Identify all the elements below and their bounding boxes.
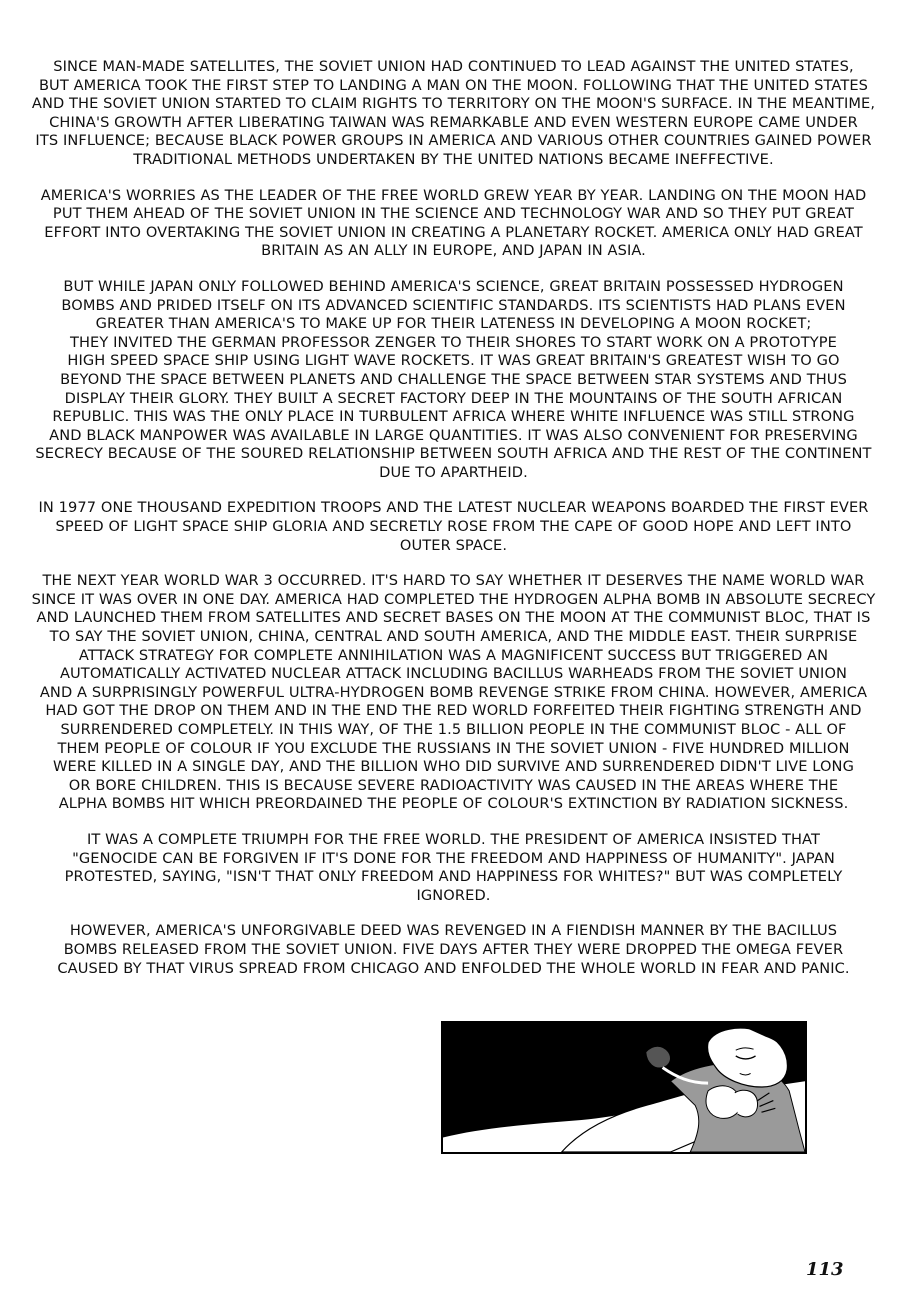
text-line: EFFORT INTO OVERTAKING THE SOVIET UNION IN CREATING A PLANETARY ROCKET. AMERICA ONLY HAD GREAT <box>44 223 863 241</box>
text-line: AUTOMATICALLY ACTIVATED NUCLEAR ATTACK INCLUDING BACILLUS WARHEADS FROM THE SOVIET UNION <box>59 665 848 683</box>
paragraph-4 <box>18 499 889 555</box>
text-line: ATTACK STRATEGY FOR COMPLETE ANNIHILATION WAS A MAGNIFICENT SUCCESS BUT TRIGGERED AN <box>78 646 829 664</box>
text-line: ITS INFLUENCE; BECAUSE BLACK POWER GROUPS IN AMERICA AND VARIOUS OTHER COUNTRIES GAINED POWER <box>35 132 872 150</box>
text-line: AMERICA'S WORRIES AS THE LEADER OF THE FREE WORLD GREW YEAR BY YEAR. LANDING ON THE MOON HAD <box>40 186 867 204</box>
text-line: HAD GOT THE DROP ON THEM AND IN THE END THE RED WORLD FORFEITED THEIR FIGHTING STRENGTH AND <box>45 702 862 720</box>
text-line: SINCE IT WAS OVER IN ONE DAY. AMERICA HAD COMPLETED THE HYDROGEN ALPHA BOMB IN ABSOLUTE SECRECY <box>31 590 876 608</box>
paragraph-2 <box>18 187 889 261</box>
text-line: TO SAY THE SOVIET UNION, CHINA, CENTRAL AND SOUTH AMERICA, AND THE MIDDLE EAST. THEIR SURPRISE <box>49 628 858 646</box>
text-line: BRITAIN AS AN ALLY IN EUROPE, AND JAPAN IN ASIA. <box>261 242 646 260</box>
paragraph-5 <box>18 572 889 814</box>
text-line: AND BLACK MANPOWER WAS AVAILABLE IN LARGE QUANTITIES. IT WAS ALSO CONVENIENT FOR PRESERVING <box>49 426 858 444</box>
narration-text <box>18 58 889 995</box>
text-line: BUT WHILE JAPAN ONLY FOLLOWED BEHIND AMERICA'S SCIENCE, GREAT BRITAIN POSSESSED HYDROGEN <box>63 277 844 295</box>
reclining-woman-illustration <box>443 1023 805 1152</box>
paragraph-7 <box>18 922 889 978</box>
text-line: OUTER SPACE. <box>399 536 508 554</box>
text-line: SECRECY BECAUSE OF THE SOURED RELATIONSHIP BETWEEN SOUTH AFRICA AND THE REST OF THE CONTINENT <box>35 445 872 463</box>
text-line: TRADITIONAL METHODS UNDERTAKEN BY THE UNITED NATIONS BECAME INEFFECTIVE. <box>133 150 774 168</box>
text-line: "GENOCIDE CAN BE FORGIVEN IF IT'S DONE FOR THE FREEDOM AND HAPPINESS OF HUMANITY". JAPAN <box>72 849 835 867</box>
text-line: CHINA'S GROWTH AFTER LIBERATING TAIWAN WAS REMARKABLE AND EVEN WESTERN EUROPE CAME UNDER <box>49 113 858 131</box>
text-line: BOMBS AND PRIDED ITSELF ON ITS ADVANCED SCIENTIFIC STANDARDS. ITS SCIENTISTS HAD PLANS EVEN <box>61 296 846 314</box>
text-line: SPEED OF LIGHT SPACE SHIP GLORIA AND SECRETLY ROSE FROM THE CAPE OF GOOD HOPE AND LEFT INTO <box>55 518 852 536</box>
paragraph-1 <box>18 58 889 170</box>
text-line: SINCE MAN-MADE SATELLITES, THE SOVIET UNION HAD CONTINUED TO LEAD AGAINST THE UNITED STATES, <box>53 58 854 75</box>
text-line: PUT THEM AHEAD OF THE SOVIET UNION IN THE SCIENCE AND TECHNOLOGY WAR AND SO THEY PUT GREAT <box>52 205 855 223</box>
text-line: SURRENDERED COMPLETELY. IN THIS WAY, OF THE 1.5 BILLION PEOPLE IN THE COMMUNIST BLOC - ALL OF <box>60 721 847 738</box>
text-line: IN 1977 ONE THOUSAND EXPEDITION TROOPS AND THE LATEST NUCLEAR WEAPONS BOARDED THE FIRST EVER <box>38 499 869 517</box>
text-line: CAUSED BY THAT VIRUS SPREAD FROM CHICAGO AND ENFOLDED THE WHOLE WORLD IN FEAR AND PANIC. <box>57 959 850 977</box>
text-line: THEM PEOPLE OF COLOUR IF YOU EXCLUDE THE RUSSIANS IN THE SOVIET UNION - FIVE HUNDRED MILLION <box>57 739 850 757</box>
text-line: REPUBLIC. THIS WAS THE ONLY PLACE IN TURBULENT AFRICA WHERE WHITE INFLUENCE WAS STILL STRONG <box>52 408 855 426</box>
text-line: AND A SURPRISINGLY POWERFUL ULTRA-HYDROGEN BOMB REVENGE STRIKE FROM CHINA. HOWEVER, AMERICA <box>39 683 868 701</box>
text-line: HOWEVER, AMERICA'S UNFORGIVABLE DEED WAS REVENGED IN A FIENDISH MANNER BY THE BACILLUS <box>69 922 838 940</box>
text-line: IT WAS A COMPLETE TRIUMPH FOR THE FREE WORLD. THE PRESIDENT OF AMERICA INSISTED THAT <box>86 830 821 848</box>
text-line: DISPLAY THEIR GLORY. THEY BUILT A SECRET FACTORY DEEP IN THE MOUNTAINS OF THE SOUTH AFRICAN <box>64 389 843 407</box>
text-line: DUE TO APARTHEID. <box>379 463 528 481</box>
paragraph-3 <box>18 278 889 483</box>
text-line: IGNORED. <box>416 886 491 904</box>
text-line: OR BORE CHILDREN. THIS IS BECAUSE SEVERE RADIOACTIVITY WAS CAUSED IN THE AREAS WHERE THE <box>68 776 839 794</box>
paragraph-6 <box>18 831 889 905</box>
text-line: BUT AMERICA TOOK THE FIRST STEP TO LANDING A MAN ON THE MOON. FOLLOWING THAT THE UNITED STATES <box>38 76 869 94</box>
text-line: THEY INVITED THE GERMAN PROFESSOR ZENGER TO THEIR SHORES TO START WORK ON A PROTOTYPE <box>69 333 838 351</box>
manga-panel <box>441 1021 807 1154</box>
text-line: THE NEXT YEAR WORLD WAR 3 OCCURRED. IT'S HARD TO SAY WHETHER IT DESERVES THE NAME WORLD WAR <box>42 572 865 590</box>
page-number: 113 <box>806 1259 844 1280</box>
text-line: AND THE SOVIET UNION STARTED TO CLAIM RIGHTS TO TERRITORY ON THE MOON'S SURFACE. IN THE MEANTIME, <box>31 95 876 113</box>
text-line: AND LAUNCHED THEM FROM SATELLITES AND SECRET BASES ON THE MOON AT THE COMMUNIST BLOC, THAT IS <box>36 609 871 627</box>
text-line: PROTESTED, SAYING, "ISN'T THAT ONLY FREEDOM AND HAPPINESS FOR WHITES?" BUT WAS COMPLETELY <box>64 868 843 886</box>
text-line: HIGH SPEED SPACE SHIP USING LIGHT WAVE ROCKETS. IT WAS GREAT BRITAIN'S GREATEST WISH TO GO <box>67 352 840 370</box>
text-line: BEYOND THE SPACE BETWEEN PLANETS AND CHALLENGE THE SPACE BETWEEN STAR SYSTEMS AND THUS <box>60 370 847 388</box>
text-line: ALPHA BOMBS HIT WHICH PREORDAINED THE PEOPLE OF COLOUR'S EXTINCTION BY RADIATION SICKNESS. <box>58 795 849 813</box>
text-line: WERE KILLED IN A SINGLE DAY, AND THE BILLION WHO DID SURVIVE AND SURRENDERED DIDN'T LIVE LONG <box>53 758 854 776</box>
text-line: GREATER THAN AMERICA'S TO MAKE UP FOR THEIR LATENESS IN DEVELOPING A MOON ROCKET; <box>95 315 812 333</box>
text-line: BOMBS RELEASED FROM THE SOVIET UNION. FIVE DAYS AFTER THEY WERE DROPPED THE OMEGA FEVER <box>63 940 844 958</box>
